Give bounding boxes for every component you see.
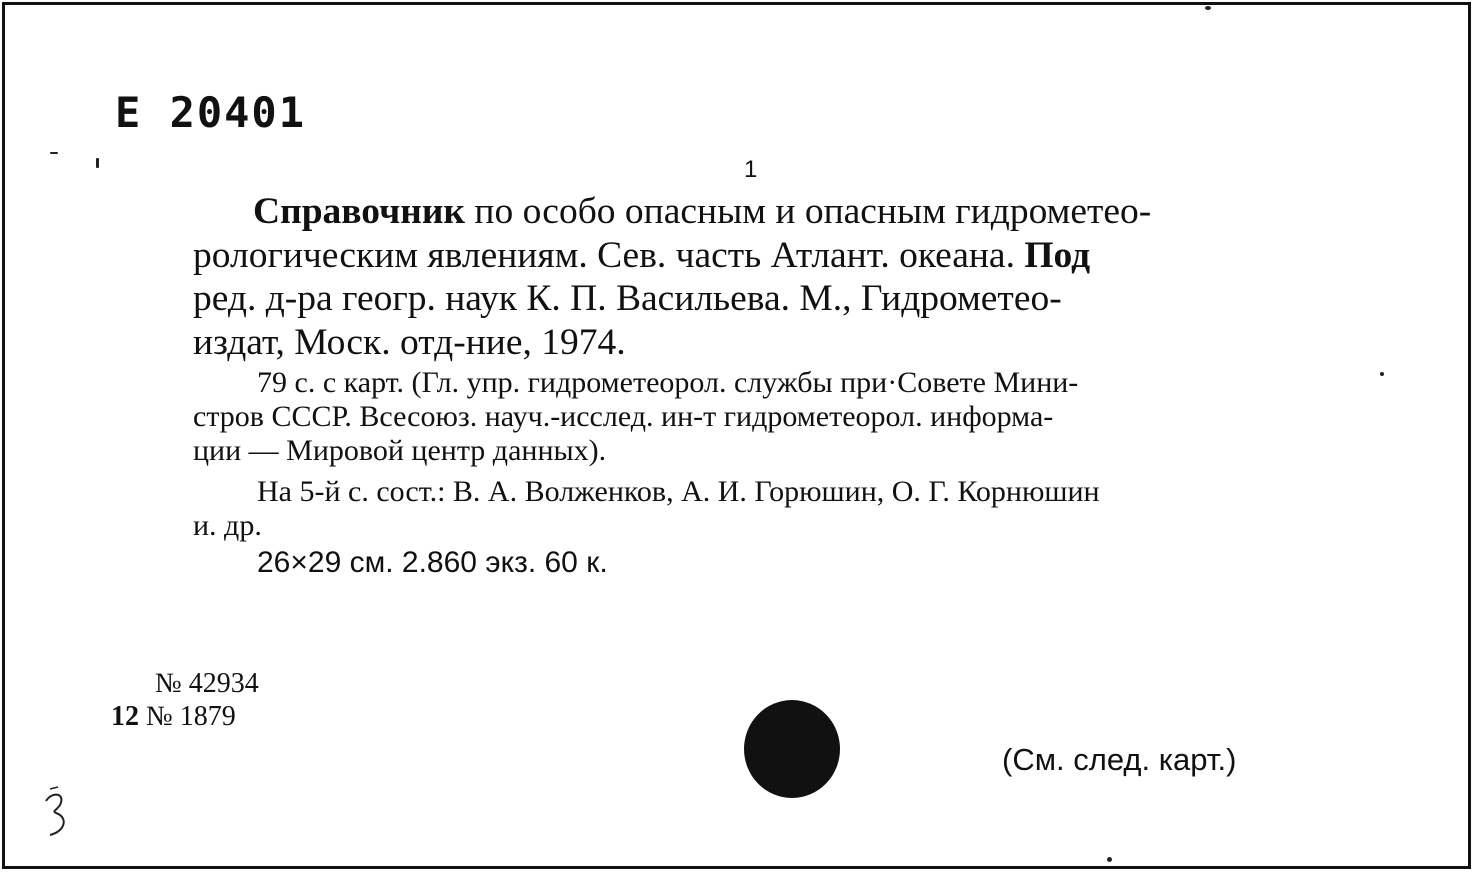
- continuation-note: (См. след. карт.): [1002, 742, 1237, 777]
- main-entry-line-3: ред. д-ра геогр. наук К. П. Васильева. М., Гидрометео-: [193, 278, 1062, 320]
- main-entry: [193, 190, 1151, 365]
- title-continuation: по особо опасным и опасным гидрометео-: [465, 191, 1152, 232]
- collation-line-1: 79 с. с карт. (Гл. упр. гидрометеорол. службы при·Совете Мини-: [257, 366, 1079, 399]
- compilers-note: [193, 475, 1100, 543]
- registration-prefix: 12: [111, 701, 139, 732]
- card-punch-hole: [744, 700, 840, 798]
- card-sequence-number: 1: [744, 156, 758, 183]
- compilers-line-2: и. др.: [193, 509, 262, 543]
- title-continuation-2: рологическим явлениям. Сев. часть Атлант. океана.: [193, 234, 1025, 276]
- editor-lead: Под: [1024, 234, 1091, 276]
- collation-line-2: стров СССР. Всесоюз. науч.-исслед. ин-т гидрометеорол. информа-: [193, 400, 1054, 434]
- shelfmark: Е 20401: [115, 88, 307, 137]
- title-keyword: Справочник: [253, 191, 466, 232]
- main-entry-line-1: [193, 190, 1151, 234]
- handwritten-mark-icon: [40, 785, 80, 845]
- print-speck: [1205, 6, 1211, 10]
- print-speck: [1107, 857, 1112, 862]
- main-entry-line-2: [193, 234, 1151, 278]
- registration-number-1: № 42934: [155, 668, 259, 699]
- collation-line-3: ции — Мировой центр данных).: [193, 434, 607, 468]
- print-speck: [50, 152, 58, 154]
- registration-value: № 1879: [139, 701, 236, 732]
- registration-number-2: [111, 703, 236, 731]
- print-speck: [1380, 372, 1384, 376]
- format-and-print-run: 26×29 см. 2.860 экз. 60 к.: [257, 546, 608, 579]
- main-entry-line-4: издат, Моск. отд-ние, 1974.: [193, 322, 626, 364]
- collation-note: [193, 366, 1078, 469]
- print-speck: [96, 158, 99, 168]
- compilers-line-1: На 5-й с. сост.: В. А. Волженков, А. И. Горюшин, О. Г. Корнюшин: [257, 475, 1100, 508]
